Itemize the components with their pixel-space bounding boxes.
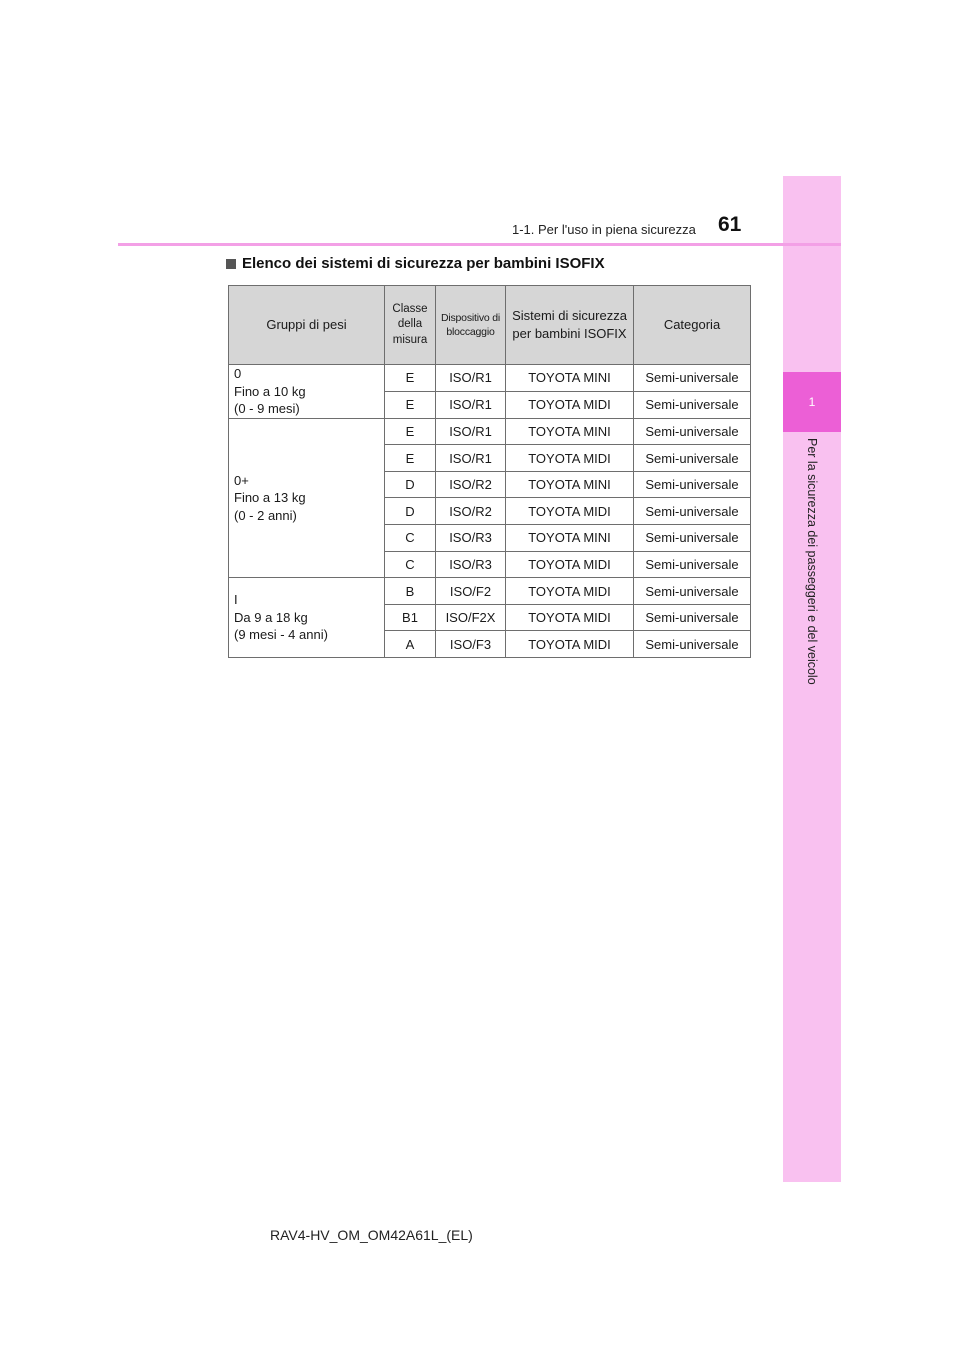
section-heading-text: Elenco dei sistemi di sicurezza per bambini ISOFIX [242,255,605,272]
cell-fixture: ISO/R1 [436,365,506,392]
weight-group-line: (0 - 2 anni) [234,507,297,523]
weight-group-line: (9 mesi - 4 anni) [234,627,328,643]
weight-group-line: Da 9 a 18 kg [234,609,308,625]
cell-category: Semi-universale [634,418,751,445]
table-row [229,365,751,392]
cell-category: Semi-universale [634,365,751,392]
cell-size-class: D [385,498,436,525]
weight-group-line: Fino a 13 kg [234,490,306,506]
cell-category: Semi-universale [634,498,751,525]
cell-size-class: C [385,551,436,578]
weight-group-line: (0 - 9 mesi) [234,401,300,417]
section-heading [226,255,605,272]
cell-crs: TOYOTA MINI [506,418,634,445]
table-body [229,365,751,658]
cell-size-class: B1 [385,604,436,631]
weight-group-line: 0+ [234,472,249,488]
weight-group-cell [229,418,385,578]
table-row [229,578,751,605]
cell-size-class: D [385,471,436,498]
cell-size-class: E [385,418,436,445]
cell-fixture: ISO/R1 [436,391,506,418]
cell-size-class: E [385,365,436,392]
cell-category: Semi-universale [634,391,751,418]
cell-crs: TOYOTA MINI [506,365,634,392]
weight-group-cell [229,578,385,658]
cell-crs: TOYOTA MIDI [506,498,634,525]
cell-size-class: E [385,391,436,418]
cell-size-class: C [385,525,436,552]
cell-category: Semi-universale [634,551,751,578]
cell-category: Semi-universale [634,525,751,552]
table-header-row [229,286,751,365]
document-code: RAV4-HV_OM_OM42A61L_(EL) [270,1227,473,1243]
weight-group-line: Fino a 10 kg [234,383,306,399]
cell-fixture: ISO/R3 [436,551,506,578]
running-header-section: 1-1. Per l'uso in piena sicurezza [512,222,696,237]
cell-fixture: ISO/R2 [436,471,506,498]
chapter-number: 1 [808,395,816,409]
cell-size-class: A [385,631,436,658]
cell-category: Semi-universale [634,604,751,631]
square-bullet-icon [226,259,236,269]
cell-crs: TOYOTA MINI [506,471,634,498]
cell-category: Semi-universale [634,578,751,605]
cell-crs: TOYOTA MIDI [506,391,634,418]
cell-size-class: B [385,578,436,605]
header-crs: Sistemi di sicurezza per bambini ISOFIX [506,286,634,365]
header-weight-group: Gruppi di pesi [229,286,385,365]
weight-group-line: 0 [234,366,242,381]
header-rule [118,243,841,246]
cell-crs: TOYOTA MIDI [506,604,634,631]
cell-size-class: E [385,445,436,472]
header-size-class: Classe della misura [385,286,436,365]
cell-fixture: ISO/R1 [436,445,506,472]
weight-group-line: I [234,592,238,608]
cell-category: Semi-universale [634,445,751,472]
cell-fixture: ISO/F2 [436,578,506,605]
chapter-title-vertical: Per la sicurezza dei passeggeri e del veicolo [805,438,819,685]
weight-group-cell [229,365,385,419]
cell-crs: TOYOTA MIDI [506,445,634,472]
chapter-number-tab [783,372,841,432]
cell-crs: TOYOTA MIDI [506,631,634,658]
page-number: 61 [718,213,742,236]
cell-crs: TOYOTA MIDI [506,551,634,578]
table-row [229,418,751,445]
isofix-table [228,285,751,658]
cell-fixture: ISO/R3 [436,525,506,552]
header-category: Categoria [634,286,751,365]
cell-crs: TOYOTA MINI [506,525,634,552]
cell-crs: TOYOTA MIDI [506,578,634,605]
cell-fixture: ISO/R2 [436,498,506,525]
cell-fixture: ISO/R1 [436,418,506,445]
cell-fixture: ISO/F3 [436,631,506,658]
cell-fixture: ISO/F2X [436,604,506,631]
cell-category: Semi-universale [634,471,751,498]
header-fixture: Dispositivo di bloccaggio [436,286,506,365]
cell-category: Semi-universale [634,631,751,658]
